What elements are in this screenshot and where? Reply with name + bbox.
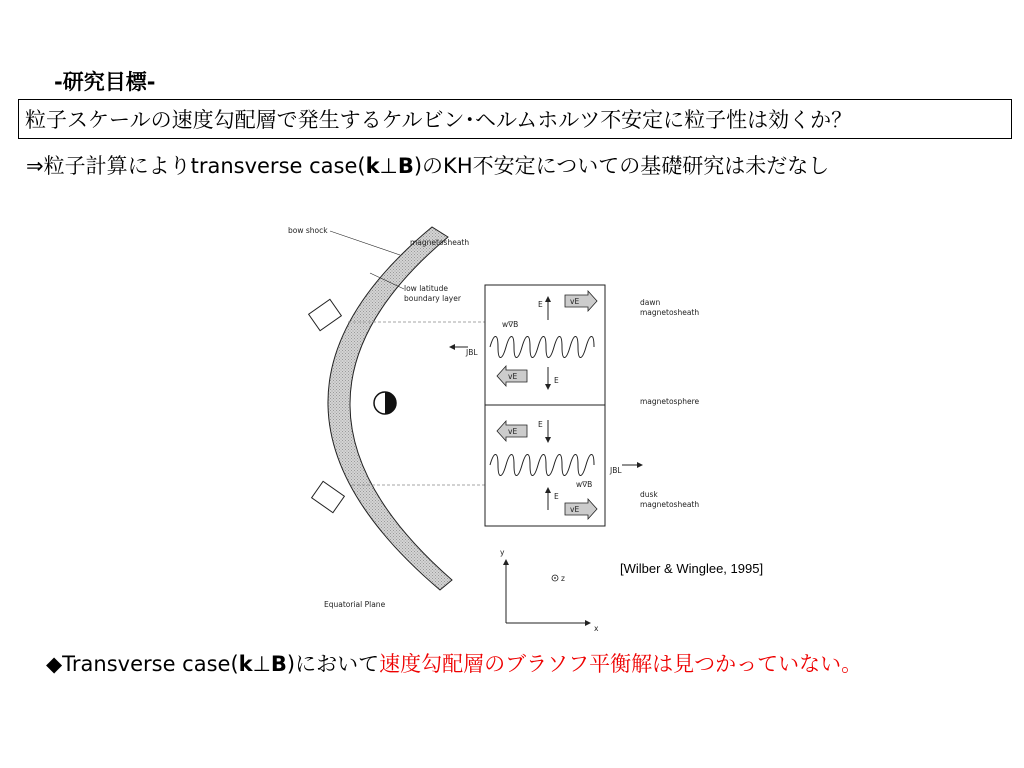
svg-text:vE: vE xyxy=(570,505,580,514)
earth-half-shaded-icon xyxy=(374,392,396,414)
label-dawn-1: dawn xyxy=(640,298,661,307)
dawn-jbl-label: JBL xyxy=(466,348,478,357)
coordinate-axes xyxy=(506,560,590,623)
label-dawn-2: magnetosheath xyxy=(640,308,700,317)
label-llbl-1: low latitude xyxy=(404,284,448,293)
b-symbol: B xyxy=(397,154,414,178)
dawn-gyration-coil-icon xyxy=(490,337,594,358)
dawn-ve-right-arrow xyxy=(565,291,597,311)
conclusion-line xyxy=(46,648,862,678)
k-symbol: k xyxy=(238,652,253,676)
dawn-wvb-label: w∇B xyxy=(502,320,519,329)
dusk-gyration-coil-icon xyxy=(490,455,594,476)
perp-symbol: ⊥ xyxy=(252,652,271,676)
dawn-e-down-label: E xyxy=(554,376,559,385)
dawn-ve-left-arrow xyxy=(497,366,527,386)
label-dusk-2: magnetosheath xyxy=(640,500,700,509)
upper-sample-box xyxy=(309,299,342,330)
bullet-diamond-icon: ◆ xyxy=(46,652,63,676)
research-goal-text: 粒子スケールの速度勾配層で発生するケルビン･ヘルムホルツ不安定に粒子性は効くか？ xyxy=(25,108,853,132)
citation: [Wilber & Winglee, 1995] xyxy=(620,561,764,576)
dusk-e-down-label: E xyxy=(538,420,543,429)
lower-sample-box xyxy=(312,481,345,512)
dawn-e-label: E xyxy=(538,300,543,309)
b-symbol: B xyxy=(270,652,287,676)
dusk-wvb-label: w∇B xyxy=(576,480,593,489)
svg-text:vE: vE xyxy=(508,372,518,381)
prior-work-prefix: ⇒粒子計算によりtransverse case( xyxy=(26,154,366,178)
prior-work-suffix: )のKH不安定についての基礎研究は未だなし xyxy=(413,154,830,178)
conclusion-highlight: 速度勾配層のブラソフ平衡解は見つかっていない。 xyxy=(379,652,863,676)
dusk-e-up-label: E xyxy=(554,492,559,501)
slide-heading: -研究目標- xyxy=(54,70,156,94)
dusk-jbl-label: JBL xyxy=(610,466,622,475)
axis-z-label: z xyxy=(561,574,565,583)
conclusion-prefix: Transverse case( xyxy=(62,652,239,676)
axis-x-label: x xyxy=(594,624,599,633)
label-magnetosphere: magnetosphere xyxy=(640,397,700,406)
label-magnetosheath: magnetosheath xyxy=(410,238,470,247)
dusk-ve-right-arrow xyxy=(565,499,597,519)
prior-work-line xyxy=(26,150,829,180)
svg-text:vE: vE xyxy=(508,427,518,436)
label-bow-shock: bow shock xyxy=(288,226,328,235)
label-dusk-1: dusk xyxy=(640,490,658,499)
conclusion-middle: )において xyxy=(286,652,380,676)
dusk-ve-left-arrow xyxy=(497,421,527,441)
magnetosphere-diagram xyxy=(270,215,810,640)
svg-text:vE: vE xyxy=(570,297,580,306)
axis-y-label: y xyxy=(500,548,505,557)
bow-shock-pointer xyxy=(330,231,400,255)
label-equatorial-plane: Equatorial Plane xyxy=(324,600,386,609)
label-llbl-2: boundary layer xyxy=(404,294,461,303)
k-symbol: k xyxy=(365,154,380,178)
perp-symbol: ⊥ xyxy=(379,154,398,178)
research-goal-box xyxy=(18,99,1012,139)
